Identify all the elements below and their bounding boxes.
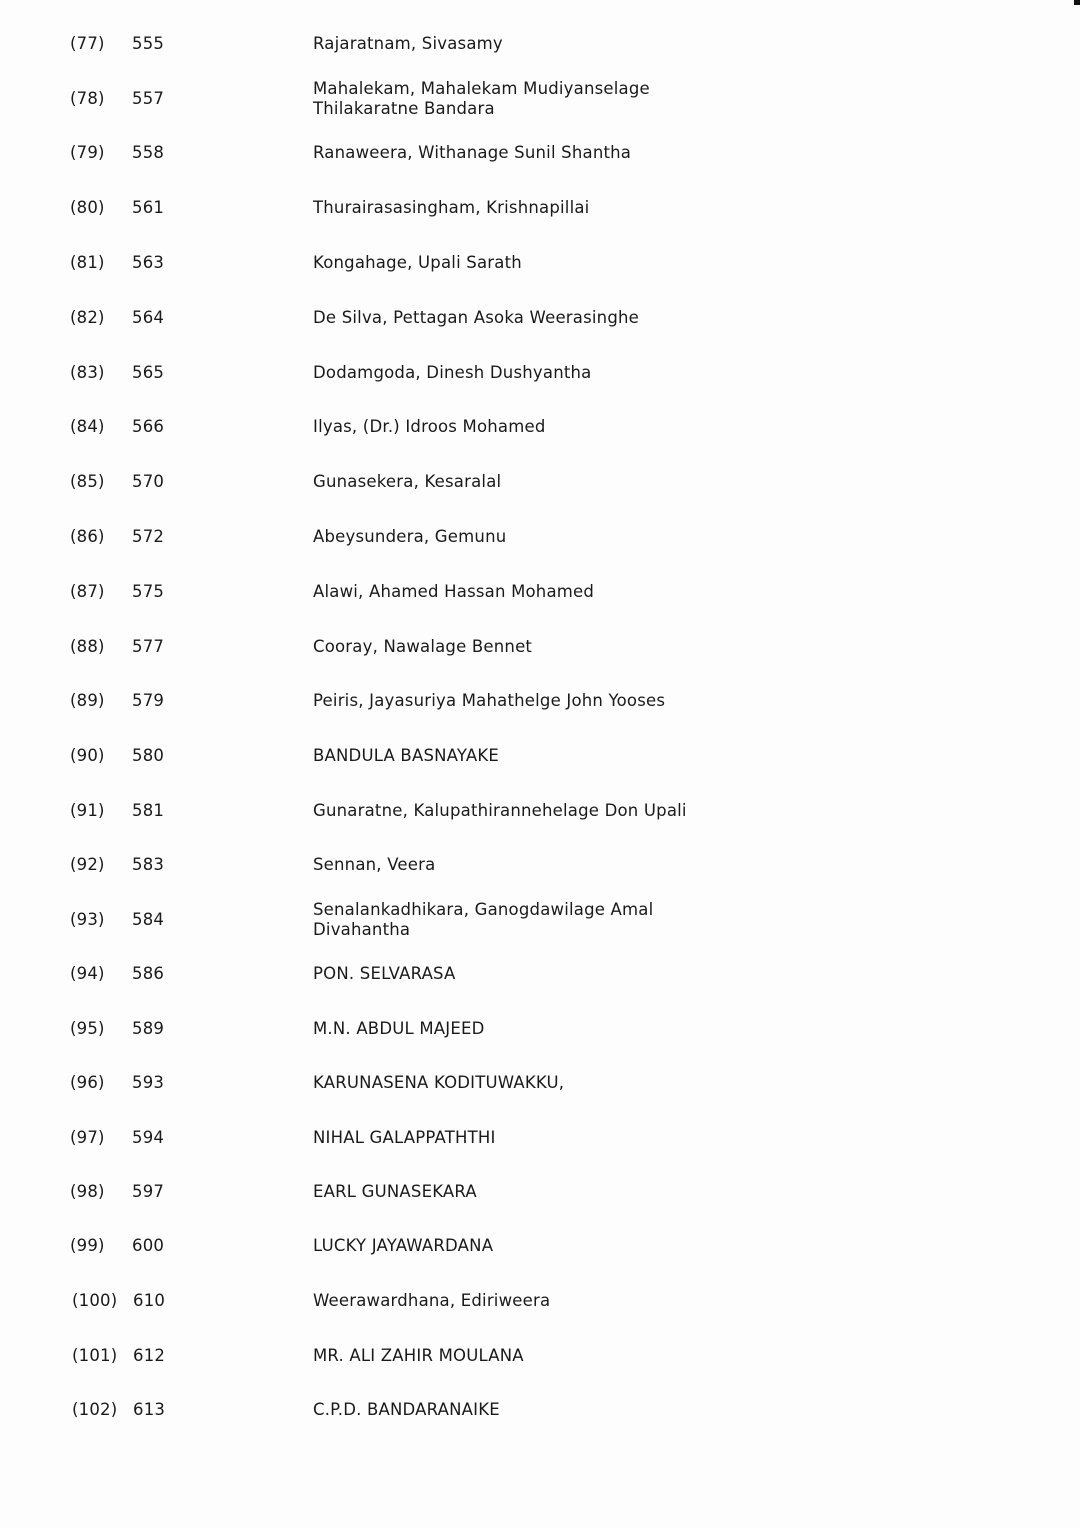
list-item — [0, 1182, 1080, 1222]
entry-index: (96) — [70, 1073, 105, 1092]
entry-name: Senalankadhikara, Ganogdawilage Amal Divahantha — [313, 900, 654, 939]
entry-number: 593 — [132, 1073, 165, 1092]
entry-number: 561 — [132, 198, 165, 217]
entry-index: (102) — [72, 1400, 118, 1419]
entry-name: M.N. ABDUL MAJEED — [313, 1019, 485, 1038]
entry-number: 557 — [132, 89, 165, 108]
entry-number: 613 — [133, 1400, 166, 1419]
entry-index: (97) — [70, 1128, 105, 1147]
list-item — [0, 363, 1080, 403]
entry-index: (94) — [70, 964, 105, 983]
entry-index: (84) — [70, 417, 105, 436]
list-item — [0, 1019, 1080, 1059]
entry-name: Gunasekera, Kesaralal — [313, 472, 502, 491]
entry-index: (101) — [72, 1346, 118, 1365]
list-item — [0, 34, 1080, 74]
entry-number: 572 — [132, 527, 165, 546]
entry-index: (78) — [70, 89, 105, 108]
entry-index: (85) — [70, 472, 105, 491]
entry-index: (100) — [72, 1291, 118, 1310]
entry-name: Gunaratne, Kalupathirannehelage Don Upali — [313, 801, 687, 820]
entry-number: 565 — [132, 363, 165, 382]
list-item — [0, 691, 1080, 731]
entry-name: Weerawardhana, Ediriweera — [313, 1291, 551, 1310]
entry-index: (99) — [70, 1236, 105, 1255]
entry-index: (95) — [70, 1019, 105, 1038]
list-item — [0, 746, 1080, 786]
entry-number: 580 — [132, 746, 165, 765]
list-item — [0, 1073, 1080, 1113]
entry-index: (98) — [70, 1182, 105, 1201]
list-item — [0, 582, 1080, 622]
entry-name: Thurairasasingham, Krishnapillai — [313, 198, 590, 217]
entry-name: PON. SELVARASA — [313, 964, 456, 983]
list-item — [0, 79, 1080, 119]
list-item — [0, 855, 1080, 895]
entry-number: 563 — [132, 253, 165, 272]
entry-index: (90) — [70, 746, 105, 765]
entry-name: De Silva, Pettagan Asoka Weerasinghe — [313, 308, 640, 327]
entry-number: 555 — [132, 34, 165, 53]
entry-name: Dodamgoda, Dinesh Dushyantha — [313, 363, 592, 382]
entry-index: (93) — [70, 910, 105, 929]
entry-name: LUCKY JAYAWARDANA — [313, 1236, 494, 1255]
entry-name: MR. ALI ZAHIR MOULANA — [313, 1346, 524, 1365]
entry-name: C.P.D. BANDARANAIKE — [313, 1400, 500, 1419]
entry-name: Kongahage, Upali Sarath — [313, 253, 522, 272]
entry-name: Sennan, Veera — [313, 855, 436, 874]
entry-name: Alawi, Ahamed Hassan Mohamed — [313, 582, 595, 601]
entry-name: NIHAL GALAPPATHTHI — [313, 1128, 496, 1147]
entry-number: 583 — [132, 855, 165, 874]
entry-index: (79) — [70, 143, 105, 162]
entry-number: 597 — [132, 1182, 165, 1201]
entry-number: 610 — [133, 1291, 166, 1310]
entry-index: (83) — [70, 363, 105, 382]
entry-number: 581 — [132, 801, 165, 820]
list-item — [0, 1128, 1080, 1168]
entry-name: Rajaratnam, Sivasamy — [313, 34, 503, 53]
list-item — [0, 308, 1080, 348]
entry-number: 566 — [132, 417, 165, 436]
entry-index: (86) — [70, 527, 105, 546]
entry-index: (87) — [70, 582, 105, 601]
entry-name: Ranaweera, Withanage Sunil Shantha — [313, 143, 632, 162]
list-item — [0, 900, 1080, 940]
entry-number: 594 — [132, 1128, 165, 1147]
entry-number: 612 — [133, 1346, 166, 1365]
list-item — [0, 964, 1080, 1004]
list-item — [0, 1236, 1080, 1276]
list-item — [0, 1291, 1080, 1331]
list-item — [0, 801, 1080, 841]
list-item — [0, 1346, 1080, 1386]
entry-index: (77) — [70, 34, 105, 53]
entry-name: Cooray, Nawalage Bennet — [313, 637, 533, 656]
entry-number: 570 — [132, 472, 165, 491]
entry-number: 586 — [132, 964, 165, 983]
entry-index: (81) — [70, 253, 105, 272]
list-item — [0, 472, 1080, 512]
list-item — [0, 637, 1080, 677]
entry-name: Mahalekam, Mahalekam Mudiyanselage Thilakaratne Bandara — [313, 79, 650, 118]
entry-number: 584 — [132, 910, 165, 929]
list-item — [0, 143, 1080, 183]
entry-name: Peiris, Jayasuriya Mahathelge John Yooses — [313, 691, 666, 710]
entry-index: (82) — [70, 308, 105, 327]
entry-name: Abeysundera, Gemunu — [313, 527, 507, 546]
entry-name: KARUNASENA KODITUWAKKU, — [313, 1073, 565, 1092]
entry-name: BANDULA BASNAYAKE — [313, 746, 499, 765]
entry-number: 575 — [132, 582, 165, 601]
list-item — [0, 1400, 1080, 1440]
entry-number: 579 — [132, 691, 165, 710]
entry-index: (89) — [70, 691, 105, 710]
list-item — [0, 417, 1080, 457]
entry-index: (80) — [70, 198, 105, 217]
entry-number: 589 — [132, 1019, 165, 1038]
entry-name: EARL GUNASEKARA — [313, 1182, 477, 1201]
entry-number: 564 — [132, 308, 165, 327]
list-item — [0, 527, 1080, 567]
entry-index: (88) — [70, 637, 105, 656]
scan-corner-mark — [1074, 0, 1080, 5]
entry-number: 600 — [132, 1236, 165, 1255]
entry-index: (91) — [70, 801, 105, 820]
entry-index: (92) — [70, 855, 105, 874]
list-item — [0, 198, 1080, 238]
entry-number: 558 — [132, 143, 165, 162]
entry-name: Ilyas, (Dr.) Idroos Mohamed — [313, 417, 546, 436]
list-item — [0, 253, 1080, 293]
entry-number: 577 — [132, 637, 165, 656]
